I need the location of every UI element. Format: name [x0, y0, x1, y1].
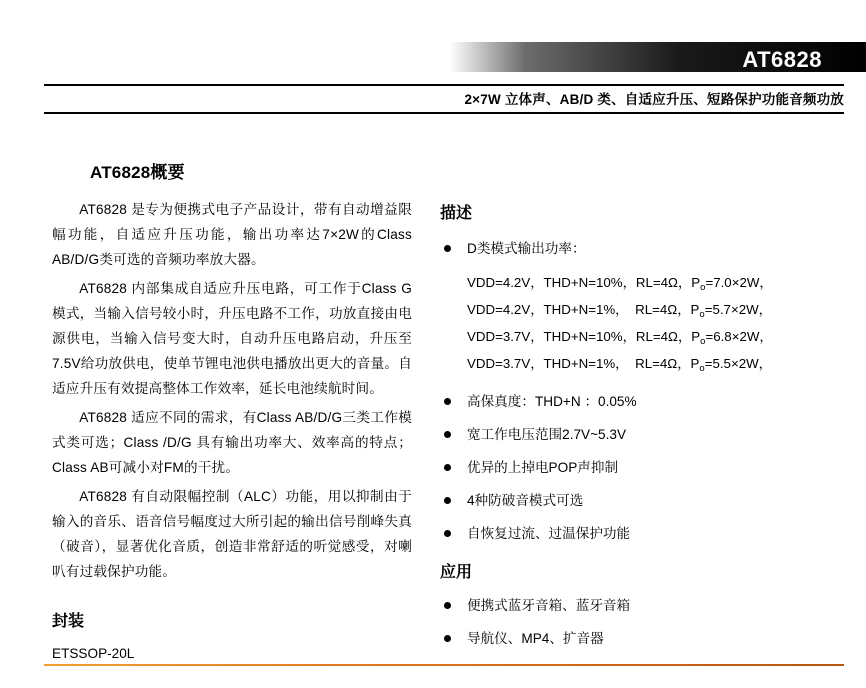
feature-text: 高保真度：THD+N ：0.05%: [467, 394, 637, 409]
application-text: 导航仪、MP4、扩音器: [467, 631, 604, 646]
description-heading: 描述: [440, 205, 473, 222]
rl-value: RL=4Ω，: [635, 275, 692, 290]
bullet-dot-icon: [444, 431, 451, 438]
rl-value: RL=4Ω，: [621, 302, 691, 317]
list-item: [440, 594, 852, 617]
list-item: [440, 456, 852, 479]
po-value: =6.8×2W，: [705, 329, 773, 344]
po-subscript: o: [699, 363, 705, 374]
vdd-value: VDD=4.2V，: [467, 275, 544, 290]
title-divider-bottom: [44, 112, 844, 114]
overview-paragraph: AT6828 是专为便携式电子产品设计，带有自动增益限幅功能，自适应升压功能，输出功率达7×2W的Class AB/D/G类可选的音频功率放大器。: [52, 202, 412, 267]
overview-heading: [90, 158, 412, 183]
feature-text: 自恢复过流、过温保护功能: [467, 526, 631, 541]
bullet-dot-icon: [444, 602, 451, 609]
list-item: [440, 390, 852, 413]
thd-value: THD+N=10%，: [543, 329, 636, 344]
list-item: [440, 489, 852, 512]
thd-value: THD+N=10%，: [543, 275, 636, 290]
overview-paragraph: AT6828 有自动限幅控制（ALC）功能，用以抑制由于输入的音乐、语音信号幅度过大所引起的输出信号削峰失真（破音），显著优化音质，创造非常舒适的听觉感受，对喇叭有过载保护功能。: [52, 489, 412, 579]
po-label: P: [691, 329, 701, 344]
package-value: ETSSOP-20L: [52, 646, 135, 661]
po-value: =5.7×2W，: [704, 302, 772, 317]
power-spec-line: [467, 324, 852, 351]
list-item: [440, 237, 852, 260]
power-spec-lines: [467, 270, 852, 378]
overview-paragraph: AT6828 内部集成自适应升压电路，可工作于Class G模式，当输入信号较小时，升压电路不工作，功放直接由电源供电，当输入信号变大时，自动升压电路启动，升压至7.5V给功放供电，使单节锂电池供电播放出更大的音量。自适应升压有效提高整体工作效率，延长电池续航时间。: [52, 281, 412, 396]
left-column: [52, 158, 412, 665]
vdd-value: VDD=3.7V，: [467, 356, 544, 371]
po-value: =7.0×2W，: [705, 275, 773, 290]
rl-value: RL=4Ω，: [635, 329, 692, 344]
footer-divider: [44, 664, 844, 666]
rl-value: RL=4Ω，: [621, 356, 691, 371]
feature-text: 4种防破音模式可选: [467, 493, 584, 508]
feature-text: 宽工作电压范围2.7V~5.3V: [467, 427, 627, 442]
po-label: P: [690, 302, 700, 317]
power-spec-line: [467, 351, 852, 378]
bullet-dot-icon: [444, 464, 451, 471]
po-label: P: [690, 356, 700, 371]
right-column: [440, 200, 852, 660]
application-text: 便携式蓝牙音箱、蓝牙音箱: [467, 598, 631, 613]
bullet-dot-icon: [444, 530, 451, 537]
po-subscript: o: [700, 282, 706, 293]
thd-value: THD+N=1%，: [543, 356, 622, 371]
application-heading: 应用: [440, 564, 473, 581]
header-subtitle: 2×7W 立体声、AB/D 类、自适应升压、短路保护功能音频功放: [464, 92, 844, 107]
po-subscript: o: [700, 336, 706, 347]
bullet-dot-icon: [444, 398, 451, 405]
part-number: AT6828: [742, 47, 822, 72]
list-item: [440, 627, 852, 650]
po-value: =5.5×2W，: [704, 356, 772, 371]
bullet-dot-icon: [444, 635, 451, 642]
po-label: P: [691, 275, 701, 290]
title-divider-top: [44, 84, 844, 86]
po-subscript: o: [699, 309, 705, 320]
list-item: [440, 423, 852, 446]
vdd-value: VDD=4.2V，: [467, 302, 544, 317]
bullet-dot-icon: [444, 245, 451, 252]
overview-paragraph: AT6828 适应不同的需求，有Class AB/D/G三类工作模式类可选；Class /D/G 具有输出功率大、效率高的特点；Class AB可减小对FM的干扰。: [52, 410, 412, 475]
power-spec-line: [467, 270, 852, 297]
feature-text: 优异的上掉电POP声抑制: [467, 460, 619, 475]
vdd-value: VDD=3.7V，: [467, 329, 544, 344]
power-spec-line: [467, 297, 852, 324]
thd-value: THD+N=1%，: [543, 302, 622, 317]
package-heading: 封装: [52, 613, 85, 630]
overview-heading-suffix: 概要: [150, 163, 185, 182]
overview-heading-part: AT6828: [90, 163, 151, 182]
bullet-dot-icon: [444, 497, 451, 504]
list-item: [440, 522, 852, 545]
power-mode-label: D类模式输出功率：: [467, 241, 586, 256]
